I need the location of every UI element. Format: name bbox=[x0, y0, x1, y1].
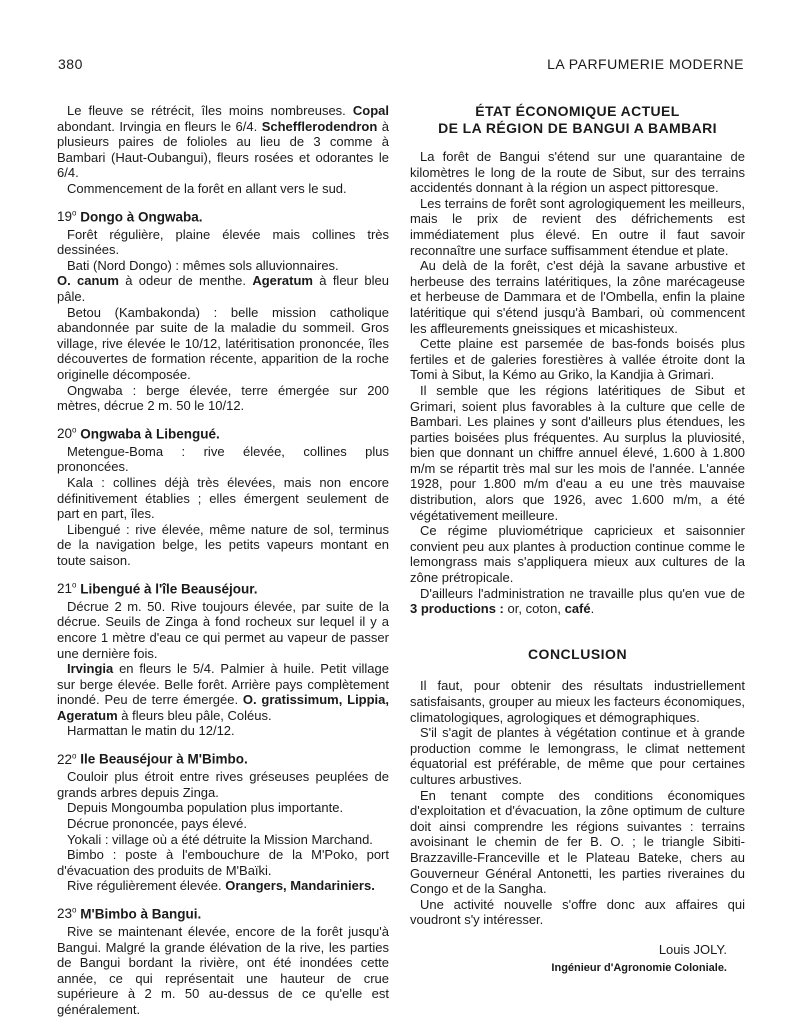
paragraph: Rive régulièrement élevée. Orangers, Mandariniers. bbox=[67, 878, 375, 894]
section-heading-19: 19$^o$ Dongo à Ongwaba. bbox=[57, 208, 203, 225]
paragraph: La forêt de Bangui s'étend sur une quarantaine de kilomètres le long de la route de Sibut, sur des terrains accidentés donnant à la région un aspect pittoresque. bbox=[410, 149, 745, 196]
section-heading-21: 21$^o$ Libengué à l'île Beauséjour. bbox=[57, 580, 258, 597]
paragraph: D'ailleurs l'administration ne travaille plus qu'en vue de 3 productions : or, coton, café. bbox=[410, 585, 745, 617]
paragraph: Rive se maintenant élevée, encore de la forêt jusqu'à Bangui. Malgré la grande élévation de la rive, les parties de Bangui bordant la rivière, ont été inondées cette année, ce qui représentait une hauteur de crue supérieure à 2 m. 50 au-dessus de ce qu'elle est généralement. bbox=[57, 924, 389, 1017]
paragraph: O. canum à odeur de menthe. Ageratum à fleur bleu pâle. bbox=[57, 273, 389, 305]
paragraph: Il semble que les régions latéritiques de Sibut et Grimari, soient plus favorables à la culture que celle de Bambari. Les plaines y sont d'ailleurs plus étendues, les parties boisées plus fréquentes. Au surplus la pluviosité, bien que donnant un chiffre annuel élevé, 1.600 à 1.800 m/m se répartit très mal sur les mois de l'année. L'année 1928, pour 1.800 m/m d'eau a eu une très mauvaise distribution, alors que 1926, avec 1.600 m/m, a été végétativement meilleure. bbox=[410, 382, 745, 523]
paragraph: Bati (Nord Dongo) : mêmes sols alluvionnaires. bbox=[67, 257, 339, 273]
paragraph: Décrue prononcée, pays élevé. bbox=[67, 815, 247, 831]
section-heading-23: 23$^o$ M'Bimbo à Bangui. bbox=[57, 905, 202, 922]
paragraph: Metengue-Boma : rive élevée, collines plus prononcées. bbox=[57, 443, 389, 475]
paragraph: Cette plaine est parsemée de bas-fonds boisés plus fertiles et de galeries forestières à vallée étroite dont la Tomi à Sibut, la Kémo au Griko, la Kandjia à Grimari. bbox=[410, 336, 745, 383]
paragraph: Irvingia en fleurs le 5/4. Palmier à huile. Petit village sur berge élevée. Belle forêt. Arrière pays complètement inondé. Peu de terre émergée. O. gratissimum, Lippia, Ageratum à fleurs bleu pâle, Coléus. bbox=[57, 661, 390, 723]
paragraph: Depuis Mongoumba population plus importante. bbox=[67, 800, 344, 816]
paragraph: En tenant compte des conditions économiques d'exploitation et d'évacuation, la zône optimum de culture doit ainsi comprendre les régions suivantes : terrains avoisinant le chemin de fer B. O. ; le triangle Sibiti-Brazzaville-Franceville et le Plateau Bateke, chers au Gouverneur Général Antonetti, les parties riveraines du Congo et de la Sangha. bbox=[410, 787, 745, 897]
paragraph: Forêt régulière, plaine élevée mais collines très dessinées. bbox=[57, 226, 389, 258]
paragraph: Une activité nouvelle s'offre donc aux affaires qui voudront s'y intéresser. bbox=[410, 896, 745, 928]
paragraph: Le fleuve se rétrécit, îles moins nombreuses. Copal abondant. Irvingia en fleurs le 6/4. Schefflerodendron à plusieurs paires de folioles au lieu de 3 comme à Bambari (Haut-Oubangui), fleurs rosées et odorantes le 6/4. bbox=[57, 103, 389, 181]
section-heading-22: 22$^o$ Ile Beauséjour à M'Bimbo. bbox=[57, 751, 248, 767]
right-column bbox=[410, 103, 745, 976]
author-affiliation: Ingénieur d'Agronomie Coloniale. bbox=[551, 961, 727, 974]
paragraph: Libengué : rive élevée, même nature de sol, terminus de la navigation belge, les petits vapeurs montant en toute saison. bbox=[57, 521, 389, 569]
paragraph: Kala : collines déjà très élevées, mais non encore définitivement établies ; elles émergent seulement de part en part, îles. bbox=[57, 475, 389, 522]
paragraph: Les terrains de forêt sont agrologiquement les meilleurs, mais le prix de revient des défrichements est immédiatement plus élevé. En outre il faut savoir reconnaître une surface suffisamment étendue et plate. bbox=[410, 195, 745, 258]
paragraph: S'il s'agit de plantes à végétation continue et à grande production comme le lemongrass, le climat nettement équatorial est préférable, de même que pour certaines cultures arbustives. bbox=[410, 725, 745, 787]
left-column bbox=[57, 103, 389, 1018]
page-number: 380 bbox=[58, 56, 83, 72]
signature bbox=[410, 942, 745, 976]
paragraph: Ce régime pluviométrique capricieux et saisonnier convient peu aux plantes à production continue comme le lemongrass mais s'appliquera mieux aux cultures de la zône prétropicale. bbox=[410, 523, 745, 586]
running-head: LA PARFUMERIE MODERNE bbox=[547, 56, 744, 72]
author-name: Louis JOLY. bbox=[658, 941, 727, 957]
paragraph: Bimbo : poste à l'embouchure de la M'Poko, port d'évacuation des produits de M'Baïki. bbox=[57, 847, 389, 878]
conclusion-heading: CONCLUSION bbox=[527, 645, 628, 662]
paragraph: Betou (Kambakonda) : belle mission catholique abandonnée par suite de la maladie du sommeil. Gros village, rive élevée le 10/12, latéritisation prononcée, îles découvertes de formation récente, apparition de la roche originelle décomposée. bbox=[57, 304, 389, 382]
section-heading-20: 20$^o$ Ongwaba à Libengué. bbox=[57, 425, 220, 442]
paragraph: Il faut, pour obtenir des résultats industriellement satisfaisants, grouper au mieux les facteurs économiques, climatologiques, agrologiques et démographiques. bbox=[410, 678, 745, 725]
paragraph: Commencement de la forêt en allant vers le sud. bbox=[67, 180, 347, 196]
paragraph: Harmattan le matin du 12/12. bbox=[67, 723, 235, 739]
paragraph: Couloir plus étroit entre rives gréseuses peuplées de grands arbres depuis Zinga. bbox=[57, 769, 389, 800]
paragraph: Yokali : village où a été détruite la Mission Marchand. bbox=[67, 831, 373, 847]
article-title: ÉTAT ÉCONOMIQUE ACTUEL DE LA RÉGION DE BANGUI A BAMBARI bbox=[438, 103, 717, 136]
paragraph: Décrue 2 m. 50. Rive toujours élevée, par suite de la décrue. Seuils de Zinga à fond rocheux sur lequel il y a encore 1 mètre d'eau ce qui permet au vapeur de passer une dernière fois. bbox=[57, 598, 389, 661]
paragraph: Ongwaba : berge élevée, terre émergée sur 200 mètres, décrue 2 m. 50 le 10/12. bbox=[57, 382, 389, 414]
paragraph: Au delà de la forêt, c'est déjà la savane arbustive et herbeuse des terrains latéritiques, la zône marécageuse et herbeuse de Dammara et de l'Ombella, enfin la plaine latéritique qui s'étend jusqu'à Bambari, où commencent les affleurements gneissiques et micashisteux. bbox=[410, 258, 745, 336]
